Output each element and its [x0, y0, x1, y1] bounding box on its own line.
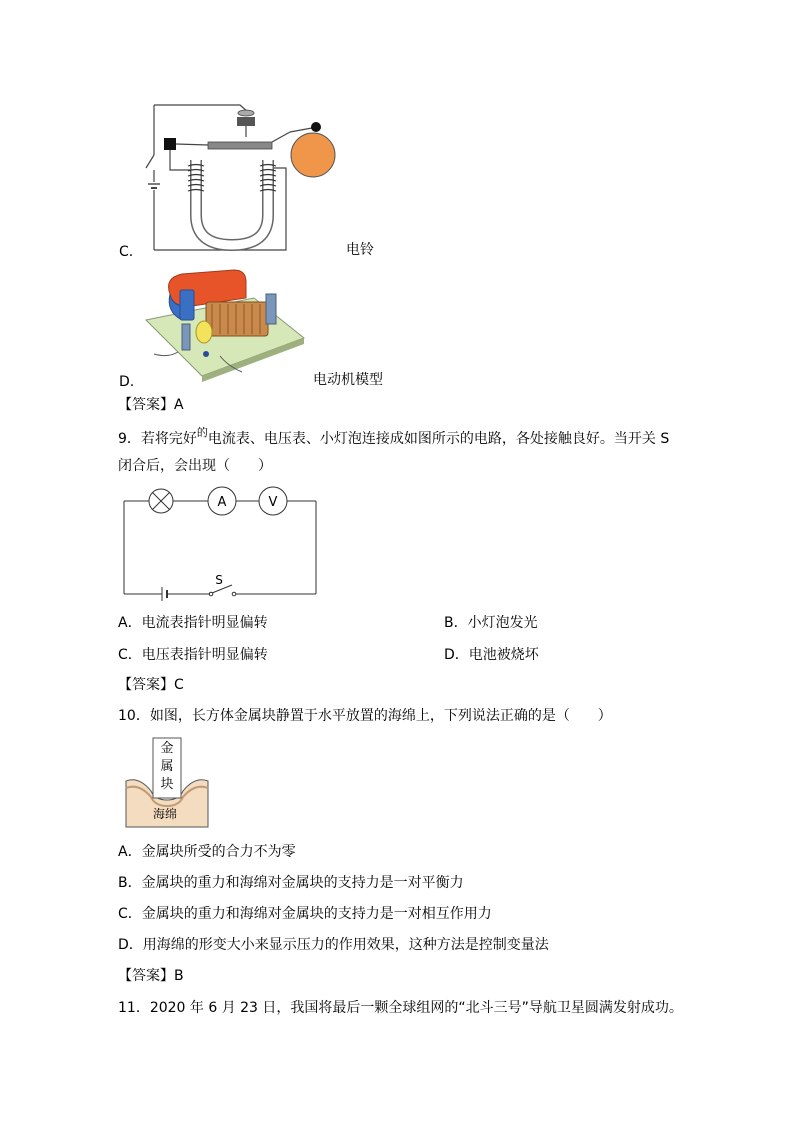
q11-stem: 11．2020 年 6 月 23 日，我国将最后一颗全球组网的“北斗三号”导航卫星圆满发射成功。	[118, 1000, 683, 1016]
option-d-caption: 电动机模型	[313, 372, 383, 388]
q9-stem-line1	[118, 426, 670, 449]
q9-option-d: D．电池被烧坏	[444, 647, 539, 663]
answer-q10: 【答案】B	[118, 968, 184, 984]
option-d-letter: D.	[119, 374, 135, 390]
block-char: 属	[160, 759, 174, 774]
q10-option-d: D．用海绵的形变大小来显示压力的作用效果，这种方法是控制变量法	[118, 937, 549, 953]
q9-option-c: C．电压表指针明显偏转	[118, 647, 268, 663]
ammeter-label: A	[217, 495, 227, 510]
sponge-label: 海绵	[153, 807, 178, 821]
q9-circuit-diagram	[122, 486, 318, 598]
q9-option-a: A．电流表指针明显偏转	[118, 615, 268, 631]
lamp-icon	[149, 489, 173, 513]
q10-option-a: A．金属块所受的合力不为零	[118, 844, 296, 860]
q9-stem-line2: 闭合后，会出现（ ）	[118, 458, 272, 474]
motor-model-illustration	[142, 268, 312, 380]
voltmeter-label: V	[268, 495, 278, 510]
electric-bell-diagram	[140, 100, 340, 255]
q9-stem-start: 9．若将完好	[118, 431, 197, 447]
switch-label: S	[215, 573, 223, 587]
q10-option-b: B．金属块的重力和海绵对金属块的支持力是一对平衡力	[118, 875, 464, 891]
bell-dome-icon	[291, 133, 335, 177]
q9-option-b: B．小灯泡发光	[444, 615, 538, 631]
q10-option-c: C．金属块的重力和海绵对金属块的支持力是一对相互作用力	[118, 906, 492, 922]
q9-superscript: 的	[196, 426, 208, 439]
metal-block-on-sponge-diagram	[125, 736, 209, 828]
option-c-caption: 电铃	[346, 242, 374, 258]
answer-q8: 【答案】A	[118, 397, 184, 413]
q9-stem-rest: 电流表、电压表、小灯泡连接成如图所示的电路，各处接触良好。当开关 S	[207, 431, 670, 447]
metal-block-label	[153, 740, 181, 794]
answer-q9: 【答案】C	[118, 677, 184, 693]
block-char: 块	[160, 777, 174, 792]
block-char: 金	[160, 741, 174, 756]
option-c-letter: C.	[119, 244, 134, 260]
q10-stem: 10．如图，长方体金属块静置于水平放置的海绵上，下列说法正确的是（ ）	[118, 708, 612, 724]
